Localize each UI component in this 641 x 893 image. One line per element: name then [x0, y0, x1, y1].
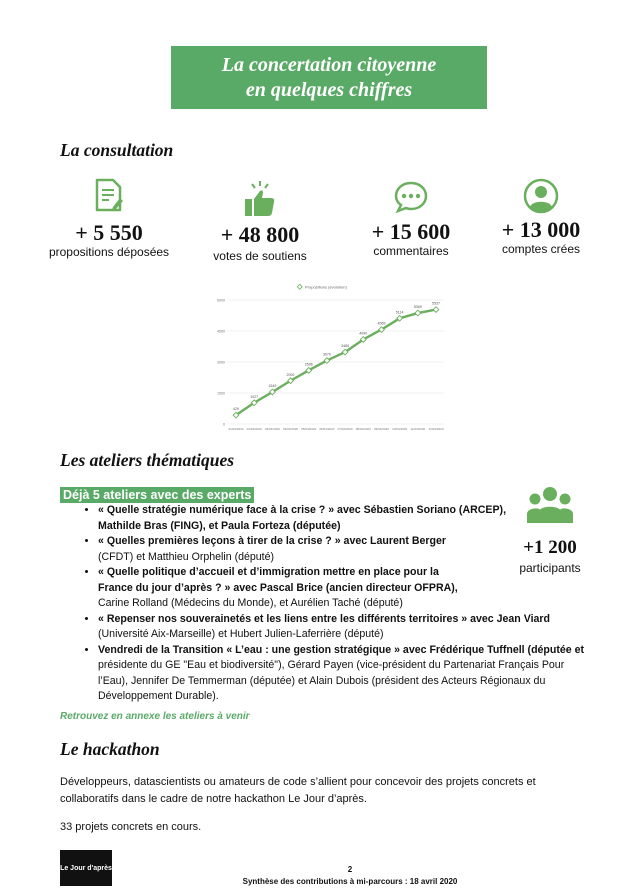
group-icon	[526, 485, 574, 525]
chat-bubble-icon	[393, 180, 429, 214]
atelier-line: • « Quelles premières leçons à tirer de la crise ? » avec Laurent Berger	[98, 535, 447, 547]
stat-comptes	[486, 178, 596, 256]
x-tick-label: 03/04/2020	[264, 427, 280, 431]
section-title-hackathon: Le hackathon	[60, 739, 160, 759]
atelier-line: présidente du GE "Eau et biodiversité"), Gérard Payen (vice-président du Partenariat Français Pour	[98, 659, 565, 671]
stat-value: + 13 000	[501, 217, 581, 242]
data-label: 1027	[250, 394, 259, 399]
stat-value: + 15 600	[371, 219, 451, 244]
x-tick-label: 11/04/2020	[410, 427, 426, 431]
participants-label: participants	[519, 561, 581, 575]
atelier-line: l’Eau), Jennifer De Temmerman (députée) et Alain Dubois (président des Acteurs Régionaux du	[98, 674, 546, 687]
atelier-line: (CFDT) et Matthieu Orphelin (député)	[98, 550, 275, 563]
page-number: 2	[347, 865, 353, 874]
y-tick-label: 4500	[217, 329, 225, 334]
x-tick-label: 01/04/2020	[228, 427, 244, 431]
data-label: 2092	[286, 372, 295, 377]
data-label: 429	[233, 407, 239, 412]
stat-label: votes de soutiens	[213, 249, 307, 263]
x-tick-label: 07/04/2020	[337, 427, 353, 431]
ateliers-highlight: Déjà 5 ateliers avec des experts	[60, 487, 254, 503]
list-item	[98, 643, 618, 705]
data-label: 2596	[304, 362, 313, 367]
data-label: 3480	[341, 344, 350, 349]
y-tick-label: 3000	[217, 360, 225, 365]
data-label: 5369	[413, 305, 422, 310]
stat-label: comptes crées	[501, 242, 581, 256]
chart-series	[233, 302, 440, 418]
participants-value: +1 200	[523, 537, 577, 558]
data-label: 4090	[359, 331, 368, 336]
participants-stat	[500, 485, 600, 576]
stat-propositions	[48, 177, 170, 259]
y-tick-label: 6000	[217, 298, 225, 303]
section-title-ateliers: Les ateliers thématiques	[60, 450, 235, 470]
document-icon	[94, 177, 124, 213]
hackathon-description: Développeurs, datascientists ou amateurs de code s’allient pour concevoir des projets concrets et collaboratifs dans le cadre de notre hackathon Le Jour d’après.	[60, 776, 536, 805]
data-label: 4569	[377, 321, 386, 326]
propositions-line-chart	[206, 282, 452, 432]
user-avatar-icon	[523, 178, 559, 214]
x-tick-label: 09/04/2020	[373, 427, 389, 431]
page-banner	[171, 46, 487, 109]
x-tick-label: 04/04/2020	[283, 427, 299, 431]
x-tick-label: 10/04/2020	[392, 427, 408, 431]
chart-legend	[297, 284, 347, 289]
annexe-link-text: Retrouvez en annexe les ateliers à venir	[60, 711, 250, 722]
data-label: 5114	[395, 310, 404, 315]
x-tick-label: 08/04/2020	[355, 427, 371, 431]
data-point	[415, 310, 421, 316]
legend-marker	[297, 284, 302, 289]
atelier-line: Carine Rolland (Médecins du Monde), et Aurélien Taché (député)	[98, 597, 403, 609]
atelier-line: • « Quelle politique d’accueil et d’immigration mettre en place pour la	[98, 566, 439, 578]
legend-label: Propositions (évolution)	[305, 284, 347, 290]
atelier-line: • « Repenser nos souverainetés et les liens entre les différents territoires » avec Jean Viard	[98, 612, 551, 625]
section-title-consultation: La consultation	[60, 140, 174, 160]
x-tick-label: 02/04/2020	[246, 427, 262, 431]
atelier-line: • « Quelle stratégie numérique face à la crise ? » avec Sébastien Soriano (ARCEP),	[98, 504, 507, 516]
banner-line-1: La concertation citoyenne	[221, 53, 437, 76]
series-line	[236, 310, 436, 416]
atelier-line: Mathilde Bras (FING), et Paula Forteza (députée)	[98, 519, 341, 532]
stat-commentaires	[356, 180, 466, 258]
thumbs-up-icon	[242, 179, 278, 219]
x-tick-label: 12/04/2020	[428, 427, 444, 431]
atelier-line: (Université Aix-Marseille) et Hubert Julien-Laferrière (député)	[98, 628, 384, 640]
stat-value: + 5 550	[75, 220, 143, 245]
atelier-line: Développement Durable).	[98, 690, 219, 702]
stat-votes	[200, 179, 320, 263]
atelier-line: • Vendredi de la Transition « L’eau : une gestion stratégique » avec Frédérique Tuffnell (députée et	[98, 643, 585, 656]
list-item	[98, 612, 618, 643]
chart-grid	[217, 299, 444, 432]
data-label: 5537	[432, 301, 440, 306]
stat-label: propositions déposées	[48, 245, 170, 259]
y-tick-label: 0	[223, 422, 225, 427]
data-label: 1549	[268, 383, 277, 388]
stat-value: + 48 800	[220, 222, 300, 247]
atelier-line: France du jour d’après ? » avec Pascal Brice (ancien directeur OFPRA),	[98, 581, 458, 594]
data-label: 3070	[322, 352, 331, 357]
x-tick-label: 05/04/2020	[301, 427, 317, 431]
brand-logo: Le Jour d'après	[60, 850, 112, 886]
data-point	[433, 307, 439, 313]
footer-caption: Synthèse des contributions à mi-parcours : 18 avril 2020	[242, 877, 458, 886]
hackathon-projects: 33 projets concrets en cours.	[60, 821, 202, 833]
stat-label: commentaires	[373, 244, 449, 258]
x-tick-label: 06/04/2020	[319, 427, 335, 431]
y-tick-label: 1500	[217, 391, 225, 396]
banner-line-2: en quelques chiffres	[245, 78, 413, 101]
